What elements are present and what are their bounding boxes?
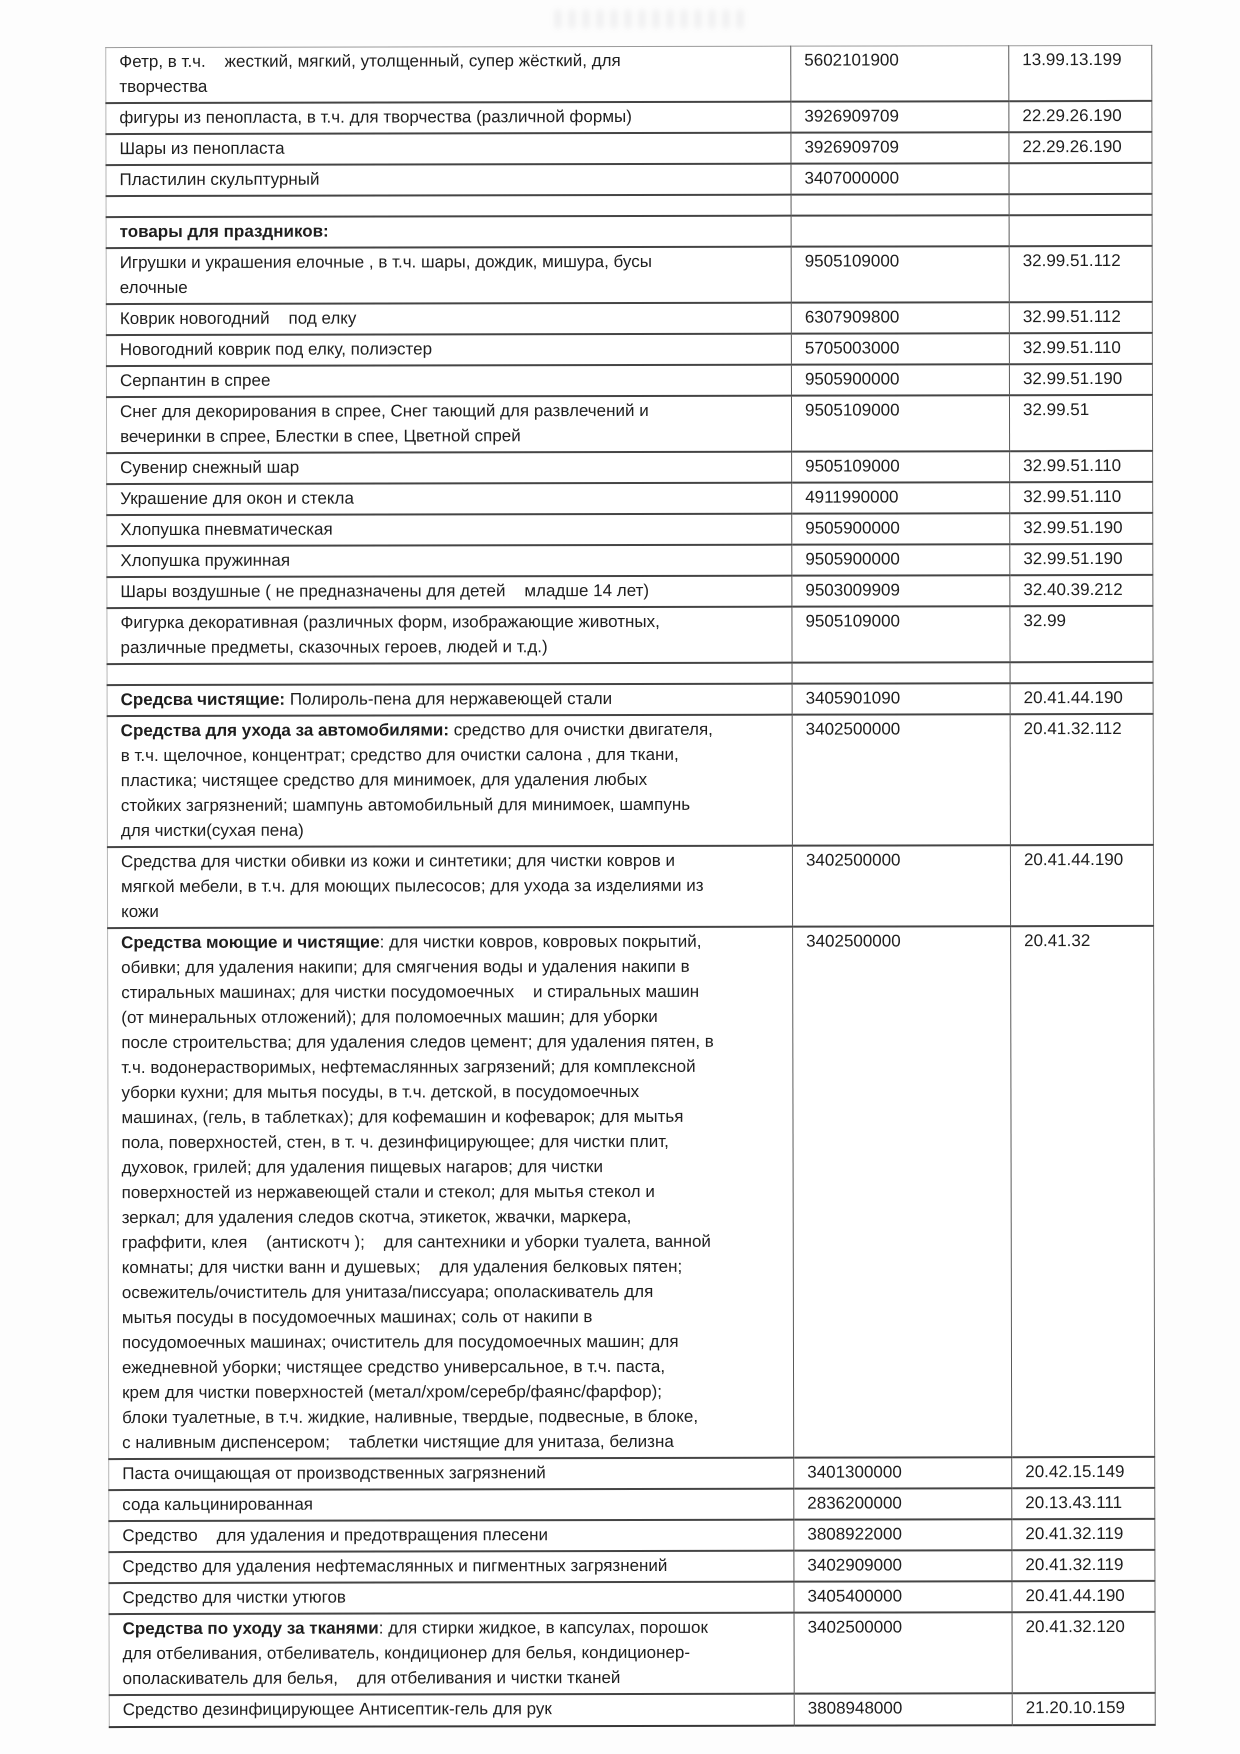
description-text: Паста очищающая от производственных загрязнений (122, 1463, 546, 1484)
product-description-cell (107, 452, 792, 484)
tnved-code-cell (792, 662, 1010, 683)
section-header-row (106, 215, 1152, 248)
tnved-code-cell: 5705003000 (791, 333, 1009, 364)
tnved-code-cell: 3405400000 (794, 1581, 1012, 1612)
table-row (106, 302, 1152, 335)
okpd-code-cell: 32.99.51.112 (1009, 246, 1152, 302)
table-row (109, 1519, 1155, 1552)
scan-bleed-artifact (555, 10, 745, 28)
okpd-code-cell: 20.41.32.119 (1012, 1519, 1155, 1550)
okpd-code-cell: 32.99 (1010, 606, 1153, 662)
description-text: сода кальцинированная (122, 1494, 313, 1515)
description-text: Средство дезинфицирующее Антисептик-гель для рук (122, 1699, 552, 1720)
table-row (107, 451, 1153, 484)
description-text: Шары воздушные ( не предназначены для детей младше 14 лет) (120, 580, 650, 602)
okpd-code-cell: 20.41.32.112 (1010, 714, 1153, 845)
description-text: Средство для удаления нефтемаслянных и пигментных загрязнений (122, 1555, 668, 1577)
product-description-cell (106, 303, 791, 335)
okpd-code-cell (1009, 215, 1152, 246)
table-row (106, 333, 1152, 366)
tnved-code-cell: 3808948000 (794, 1693, 1012, 1725)
okpd-code-cell: 20.41.44.190 (1010, 845, 1153, 926)
product-description-cell (106, 247, 791, 304)
table-row (106, 163, 1152, 196)
product-description-cell (106, 334, 791, 366)
okpd-code-cell: 20.13.43.111 (1012, 1488, 1155, 1519)
table-row (106, 45, 1152, 103)
tnved-code-cell: 9505900000 (792, 544, 1010, 575)
table-row (107, 544, 1153, 577)
table-row (107, 845, 1153, 928)
section-header-text: товары для праздников: (119, 221, 329, 242)
description-text: Хлопушка пружинная (120, 550, 291, 571)
table-row (107, 575, 1153, 608)
table-row (106, 364, 1152, 397)
product-description-cell (107, 545, 792, 577)
table-row (106, 246, 1152, 304)
okpd-code-cell: 22.29.26.190 (1009, 101, 1152, 132)
okpd-code-cell: 32.99.51.190 (1010, 513, 1153, 544)
description-text: Средство для удаления и предотвращения плесени (122, 1525, 549, 1546)
table-row (109, 1488, 1155, 1521)
table-row (106, 132, 1152, 165)
tnved-code-cell: 3926909709 (791, 132, 1009, 163)
product-description-cell (107, 684, 792, 716)
description-text: Серпантин в спрее (119, 370, 271, 391)
product-description-cell (109, 1520, 794, 1552)
okpd-code-cell: 20.41.44.190 (1012, 1581, 1155, 1612)
product-code-table (105, 45, 1156, 1728)
tnved-code-cell: 6307909800 (791, 302, 1009, 333)
product-description-cell (107, 514, 792, 546)
spacer-row (107, 662, 1153, 685)
table-row (109, 1612, 1155, 1695)
okpd-code-cell: 20.41.32.120 (1012, 1612, 1155, 1693)
tnved-code-cell: 9505109000 (792, 451, 1010, 482)
product-description-cell (106, 396, 791, 453)
table-row (106, 395, 1152, 453)
product-description-cell (108, 927, 794, 1459)
table-row (109, 1693, 1155, 1727)
okpd-code-cell: 22.29.26.190 (1009, 132, 1152, 163)
description-text: Фетр, в т.ч. жесткий, мягкий, утолщенный, супер жёсткий, для творчества (119, 51, 621, 97)
tnved-code-cell: 3402500000 (794, 1612, 1012, 1693)
description-text: Хлопушка пневматическая (120, 519, 333, 540)
description-text: Средства для чистки обивки из кожи и синтетики; для чистки ковров и мягкой мебели, в т.ч. для моющих пылесосов; для ухода за изделиями из кожи (120, 850, 704, 922)
product-description-cell (109, 1582, 794, 1614)
tnved-code-cell: 3401300000 (794, 1457, 1012, 1488)
product-description-cell (106, 46, 791, 103)
description-text: Игрушки и украшения елочные , в т.ч. шары, дождик, мишура, бусы елочные (119, 251, 652, 298)
okpd-code-cell: 32.40.39.212 (1010, 575, 1153, 606)
description-text: Средство для чистки утюгов (122, 1587, 346, 1608)
tnved-code-cell: 9505900000 (791, 364, 1009, 395)
section-header-cell (106, 216, 791, 248)
tnved-code-cell: 3402500000 (792, 714, 1010, 845)
description-text: фигуры из пенопласта, в т.ч. для творчества (различной формы) (119, 106, 632, 128)
product-description-cell (106, 365, 791, 397)
okpd-code-cell: 32.99.51.112 (1009, 302, 1152, 333)
tnved-code-cell: 9505900000 (792, 513, 1010, 544)
product-description-cell (106, 133, 791, 165)
description-lead: Средсва чистящие: (120, 689, 286, 710)
table-row (107, 513, 1153, 546)
description-text: Шары из пенопласта (119, 138, 285, 159)
tnved-code-cell: 9505109000 (792, 606, 1010, 662)
product-description-cell (107, 715, 792, 847)
product-description-cell (107, 576, 792, 608)
tnved-code-cell: 9505109000 (791, 246, 1009, 302)
tnved-code-cell: 2836200000 (794, 1488, 1012, 1519)
description-lead: Средства по уходу за тканями (122, 1618, 379, 1639)
product-description-cell (106, 164, 791, 196)
okpd-code-cell: 20.41.44.190 (1010, 683, 1153, 714)
description-text: Полироль-пена для нержавеющей стали (285, 689, 613, 709)
table-row (107, 482, 1153, 515)
tnved-code-cell: 3402909000 (794, 1550, 1012, 1581)
product-description-cell (107, 846, 792, 928)
okpd-code-cell: 20.42.15.149 (1012, 1457, 1155, 1488)
product-description-cell (109, 1489, 794, 1521)
okpd-code-cell: 32.99.51 (1009, 395, 1152, 451)
table-row (109, 1457, 1155, 1490)
product-description-cell (109, 1694, 794, 1727)
tnved-code-cell: 4911990000 (792, 482, 1010, 513)
tnved-code-cell: 9505109000 (791, 395, 1009, 451)
tnved-code-cell (791, 194, 1009, 215)
okpd-code-cell: 32.99.51.110 (1010, 482, 1153, 513)
table-row (107, 714, 1153, 847)
tnved-code-cell: 3926909709 (791, 101, 1009, 132)
tnved-code-cell: 5602101900 (791, 46, 1009, 102)
tnved-code-cell (791, 215, 1009, 246)
spacer-row (106, 194, 1152, 217)
product-description-cell (106, 102, 791, 134)
okpd-code-cell: 13.99.13.199 (1009, 45, 1152, 101)
okpd-code-cell: 32.99.51.190 (1010, 544, 1153, 575)
tnved-code-cell: 3405901090 (792, 683, 1010, 714)
tnved-code-cell: 3808922000 (794, 1519, 1012, 1550)
description-text: Снег для декорирования в спрее, Снег тающий для развлечений и вечеринки в спрее, Блестки в спее, Цветной спрей (119, 400, 649, 447)
tnved-code-cell: 3402500000 (793, 926, 1012, 1457)
table-row (107, 606, 1153, 664)
description-text: : для стирки жидкое, в капсулах, порошок для отбеливания, отбеливатель, кондиционер для белья, кондиционер- ополаскиватель для белья, для отбеливания и чистки тканей (122, 1617, 708, 1689)
tnved-code-cell: 3407000000 (791, 163, 1009, 194)
product-description-cell (109, 1613, 794, 1695)
okpd-code-cell: 20.41.32 (1011, 926, 1155, 1457)
okpd-code-cell (1009, 194, 1152, 215)
okpd-code-cell (1009, 163, 1152, 194)
product-description-cell (106, 195, 791, 217)
product-description-cell (109, 1551, 794, 1583)
description-lead: Средства для ухода за автомобилями: (120, 720, 450, 741)
table-row (109, 1581, 1155, 1614)
tnved-code-cell: 3402500000 (792, 845, 1010, 926)
product-description-cell (109, 1458, 794, 1490)
table-row (109, 1550, 1155, 1583)
okpd-code-cell: 32.99.51.110 (1009, 333, 1152, 364)
description-text: Новогодний коврик под елку, полиэстер (119, 339, 433, 360)
okpd-code-cell: 32.99.51.190 (1009, 364, 1152, 395)
table-row (108, 926, 1155, 1459)
okpd-code-cell: 20.41.32.119 (1012, 1550, 1155, 1581)
description-text: Пластилин скульптурный (119, 169, 320, 190)
okpd-code-cell (1010, 662, 1153, 683)
description-text: средство для очистки двигателя, в т.ч. щелочное, концентрат; средство для очистки салона , для ткани, пластика; чистящее средство для минимоек, для удаления любых стойких загрязнений; шампунь автомобильный для минимоек, шампунь для чистки(сухая пена) (120, 719, 713, 841)
description-text: : для чистки ковров, ковровых покрытий, обивки; для удаления накипи; для смягчения воды и удаления накипи в стиральных машинах; для чистки посудомоечных и стиральных машин (от минеральных отложений); для поломоечных машин; для уборки после строительства; для удаления следов цемент; для удаления пятен, в т.ч. водонерастворимых, нефтемаслянных загрязений; для комплексной уборки кухни; для мытья посуды, в т.ч. детской, в посудомоечных машинах, (гель, в таблетках); для кофемашин и кофеварок; для мытья пола, поверхностей, стен, в т. ч. дезинфицирующее; для чистки плит, духовок, грилей; для удаления пищевых нагаров; для чистки поверхностей из нержавеющей стали и стекол; для мытья стекол и зеркал; для удаления следов скотча, этикеток, жвачки, маркера, граффити, клея (антискотч ); для сантехники и уборки туалета, ванной комнаты; для чистки ванн и душевых; для удаления белковых пятен; освежитель/очиститель для унитаза/писсуара; ополаскиватель для мытья посуды в посудомоечных машинах; соль от накипи в посудомоечных машинах; очиститель для посудомоечных машин; для ежедневной уборки; чистящее средство универсальное, в т.ч. паста, крем для чистки поверхностей (метал/хром/серебр/фаянс/фарфор); блоки туалетные, в т.ч. жидкие, наливные, твердые, подвесные, в блоке, с наливным диспенсером; таблетки чистящие для унитаза, белизна (121, 931, 714, 1453)
okpd-code-cell: 32.99.51.110 (1010, 451, 1153, 482)
tnved-code-cell: 9503009909 (792, 575, 1010, 606)
table-row (107, 683, 1153, 716)
table-row (106, 101, 1152, 134)
product-description-cell (107, 607, 792, 664)
product-description-cell (107, 663, 792, 685)
product-description-cell (107, 483, 792, 515)
description-lead: Средства моющие и чистящие (121, 932, 380, 953)
okpd-code-cell: 21.20.10.159 (1012, 1693, 1155, 1725)
description-text: Украшение для окон и стекла (120, 488, 354, 509)
description-text: Фигурка декоративная (различных форм, изображающие животных, различные предметы, сказочных героев, людей и т.д.) (120, 611, 660, 658)
description-text: Сувенир снежный шар (120, 457, 300, 478)
description-text: Коврик новогодний под елку (119, 308, 357, 329)
